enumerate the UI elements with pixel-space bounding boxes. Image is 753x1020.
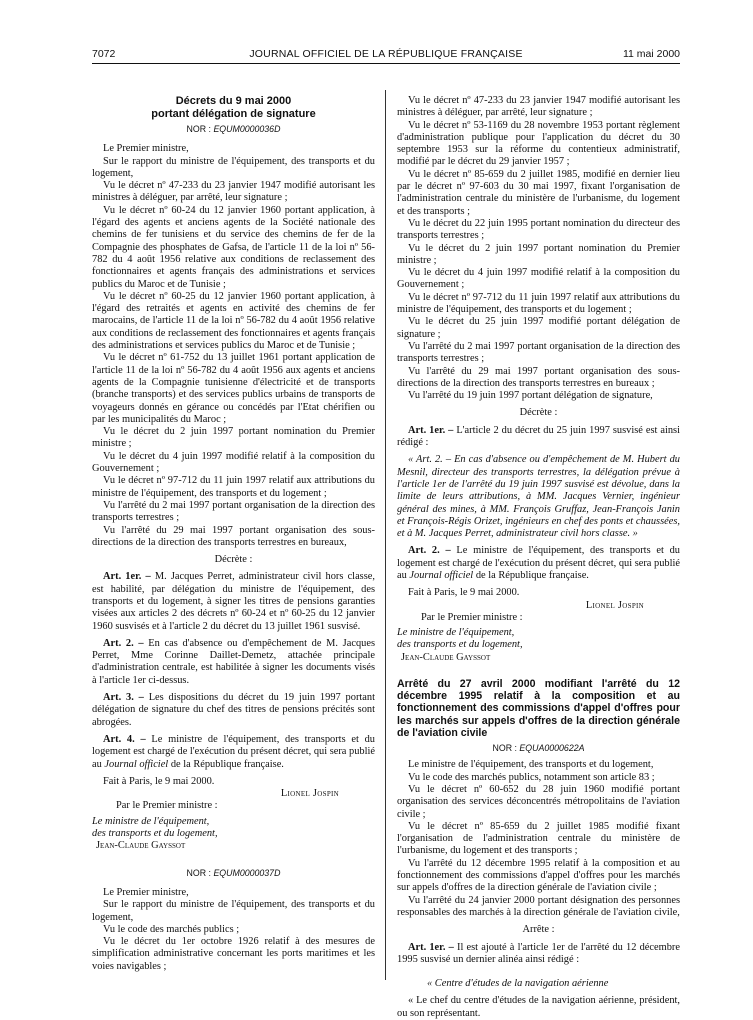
paragraph: Vu l'arrêté du 24 janvier 2000 portant désignation des personnes responsables des marchés à la direction générale de l'aviation civile, [397, 894, 680, 918]
issue-date: 11 mai 2000 [622, 48, 680, 60]
right-column [397, 95, 680, 1020]
journal-officiel: Journal officiel [409, 569, 474, 581]
nor-code: EQUM0000036D [213, 124, 281, 134]
decree-title-line2: portant délégation de signature [151, 107, 316, 120]
paragraph: Vu le décret nº 53-1169 du 28 novembre 1953 portant règlement d'administration publique pour l'application du décret du 30 septembre 1953 sur la réforme du contentieux administratif, modifié par le décret du 29 janvier 1957 ; [397, 119, 680, 168]
paragraph: Vu l'arrêté du 29 mai 1997 portant organisation des sous-directions de la direction des transports terrestres en bureaux ; [397, 365, 680, 389]
article-label: Art. 3. – [103, 692, 144, 704]
paragraph: Vu le décret nº 60-652 du 28 juin 1960 modifié portant organisation des services déconcentrés métropolitains de l'aviation civile ; [397, 783, 680, 820]
nor-code: EQUA0000622A [519, 743, 585, 754]
article-1 [397, 942, 680, 967]
minister-name: Jean-Claude Gayssot [96, 840, 186, 852]
paragraph: Vu l'arrêté du 29 mai 1997 portant organisation des sous-directions de la direction des transports terrestres en bureaux, [92, 524, 375, 548]
paragraph: Le Premier ministre, [103, 886, 189, 898]
article-label: Art. 1er. – [408, 941, 454, 953]
article-label: Art. 1er. – [103, 571, 151, 583]
paragraph: Vu le décret du 2 juin 1997 portant nomination du Premier ministre ; [397, 242, 680, 266]
paragraph: Vu le décret nº 97-712 du 11 juin 1997 relatif aux attributions du ministre de l'équipement, des transports et du logement ; [397, 291, 680, 316]
journal-officiel: Journal officiel [104, 758, 169, 770]
decrete-heading: Décrète : [214, 554, 253, 566]
paragraph: Vu le décret nº 97-712 du 11 juin 1997 relatif aux attributions du ministre de l'équipement, des transports et du logement ; [92, 475, 375, 499]
paragraph: Vu le code des marchés publics ; [103, 923, 240, 935]
paragraph: Vu le décret nº 61-752 du 13 juillet 1961 portant application de l'article 11 de la loi nº 56-782 du 4 août 1956 aux agents et anciens agents de la Compagnie tunisienne d'électricité et de transports (branche transports) et des services publics urbains de transports de voyageurs donnés en gérance ou concédés par l'Etat chérifien ou par les municipalités du Maroc ; [92, 352, 375, 425]
page-number: 7072 [92, 48, 116, 60]
article-text: L'article 2 du décret du 25 juin 1997 susvisé est ainsi rédigé : [397, 424, 680, 449]
paragraph: Sur le rapport du ministre de l'équipement, des transports et du logement, [92, 899, 375, 923]
article-4 [92, 734, 375, 771]
nor-code: EQUM0000037D [213, 867, 281, 878]
article-label: Art. 4. – [103, 733, 146, 745]
paragraph: Vu le décret nº 60-24 du 12 janvier 1960 portant application, à l'égard des agents et anciens agents de la Société nationale des chemins de fer tunisiens et du service des chemins de fer de la Compagnie des phosphates de Gafsa, de l'article 11 de la loi nº 56-782 du 4 août 1956 relative aux conditions de reclassement des fonctionnaires et agents français des administrations et services publics du Maroc et de Tunisie ; [92, 204, 375, 290]
paragraph: Vu l'arrêté du 2 mai 1997 portant organisation de la direction des transports terrestres ; [92, 499, 375, 524]
left-column [92, 95, 375, 973]
centre-heading: « Centre d'études de la navigation aérienne [427, 978, 609, 990]
nor-reference-2 [92, 867, 375, 879]
journal-title: JOURNAL OFFICIEL DE LA RÉPUBLIQUE FRANÇAISE [249, 48, 523, 60]
nor-reference-3 [397, 742, 680, 754]
paragraph: Vu le décret nº 47-233 du 23 janvier 1947 modifié autorisant les ministres à déléguer, par arrêté, leur signature ; [397, 95, 680, 119]
article-text: M. Jacques Perret, administrateur civil hors classe, est habilité, par délégation du ministre de l'équipement, des transports et du logement, à signer les titres de pensions garanties visées aux articles 2 des décrets nº 60-24 et nº 60-25 du 12 janvier 1960 susvisés et à l'article 2 du décret du 13 juillet 1961 susvisé. [92, 571, 375, 632]
article-text: Il est ajouté à l'article 1er de l'arrêté du 12 décembre 1995 susvisé un dernier alinéa ainsi rédigé : [397, 941, 680, 965]
article-label: Art. 2. – [103, 637, 144, 649]
article-label: Art. 1er. – [408, 424, 454, 436]
article-text: Le ministre de l'équipement, des transports et du logement est chargé de l'exécution du présent décret, qui sera publié au [397, 545, 680, 581]
nor-label: NOR : [186, 124, 211, 134]
fait-a-paris: Fait à Paris, le 9 mai 2000. [408, 587, 520, 599]
signatory-par: Par le Premier ministre : [116, 800, 218, 812]
paragraph: Vu le décret du 4 juin 1997 modifié relatif à la composition du Gouvernement ; [397, 267, 680, 291]
page-header [92, 48, 680, 62]
paragraph: Vu l'arrêté du 19 juin 1997 portant délégation de signature, [408, 390, 653, 402]
nor-label: NOR : [492, 743, 517, 754]
decrete-heading: Décrète : [519, 407, 558, 419]
paragraph: Vu le décret du 25 juin 1997 modifié portant délégation de signature ; [397, 316, 680, 340]
paragraph: Vu le décret du 4 juin 1997 modifié relatif à la composition du Gouvernement ; [92, 450, 375, 475]
article-1 [92, 571, 375, 632]
paragraph: Vu le décret du 2 juin 1997 portant nomination du Premier ministre ; [92, 426, 375, 450]
arrete-title: Arrêté du 27 avril 2000 modifiant l'arrêté du 12 décembre 1995 relatif à la composition et au fonctionnement des commissions d'appel d'offres pour les marchés sur appels d'offres de la direction générale de l'aviation civile [397, 678, 680, 739]
paragraph: Vu le code des marchés publics, notamment son article 83 ; [408, 771, 655, 783]
fait-a-paris: Fait à Paris, le 9 mai 2000. [103, 775, 215, 787]
paragraph: Vu le décret nº 60-25 du 12 janvier 1960 portant application, à l'égard des retraités et agents en activité des chemins de fer marocains, de l'article 11 de la loi nº 56-782 du 4 août 1956 relative aux conditions de reclassement des fonctionnaires et agents français des administrations et services publics du Maroc et de Tunisie ; [92, 290, 375, 352]
minister-title-2: des transports et du logement, [92, 828, 218, 840]
article-3 [92, 692, 375, 729]
article-text: Les dispositions du décret du 19 juin 1997 portant délégation de signature du chef des titres de pensions précités sont abrogées. [92, 692, 375, 728]
column-divider [385, 90, 386, 980]
article-text: Le ministre de l'équipement, des transports et du logement est chargé de l'exécution du présent décret, qui sera publié au [92, 733, 375, 770]
signatory-name: Lionel Jospin [280, 788, 339, 800]
minister-title-1: Le ministre de l'équipement, [92, 815, 210, 827]
nor-label: NOR : [186, 867, 211, 878]
article-text: de la République française. [475, 569, 589, 581]
article-1 [397, 425, 680, 450]
paragraph: Vu le décret nº 85-659 du 2 juillet 1985, modifié en dernier lieu par le décret nº 97-603 du 30 mai 1997, fixant l'organisation de l'administration centrale du ministère de l'urbanisme, du logement et des transports ; [397, 168, 680, 217]
paragraph: Vu le décret du 1er octobre 1926 relatif à des mesures de simplification administrative concernant les ports maritimes et les voies navigables ; [92, 936, 375, 972]
paragraph: Le ministre de l'équipement, des transports et du logement, [408, 759, 654, 771]
paragraph: Le Premier ministre, [103, 143, 189, 155]
minister-name: Jean-Claude Gayssot [401, 651, 491, 663]
minister-title-2: des transports et du logement, [397, 639, 523, 651]
paragraph: Vu l'arrêté du 12 décembre 1995 relatif à la composition et au fonctionnement des commissions d'appel d'offres pour les marchés sur appels d'offres de la direction générale de l'aviation civile ; [397, 857, 680, 894]
paragraph: Vu le décret nº 85-659 du 2 juillet 1985 modifié fixant l'organisation de l'administration centrale du ministère de l'urbanisme, du logement et des transports ; [397, 820, 680, 857]
paragraph: Vu l'arrêté du 2 mai 1997 portant organisation de la direction des transports terrestres ; [397, 340, 680, 365]
paragraph: Vu le décret nº 47-233 du 23 janvier 1947 modifié autorisant les ministres à déléguer, par arrêté, leur signature ; [92, 180, 375, 204]
quoted-article: « Art. 2. – En cas d'absence ou d'empêchement de M. Hubert du Mesnil, directeur des transports terrestres, la délégation prévue à l'article 1er de l'arrêté du 19 juin 1997 susvisé est dévolue, dans la limite de leurs attributions, à MM. Jacques Vernier, ingénieur général des mines, à MM. François Gruffaz, Jean-François Janin et François-Régis Orizet, ingénieurs en chef des ponts et chaussées, et à M. Jacques Perret, administrateur civil hors classe. » [397, 454, 680, 540]
decree-title-line1: Décrets du 9 mai 2000 [175, 95, 292, 107]
paragraph: Vu le décret du 22 juin 1995 portant nomination du directeur des transports terrestres ; [397, 217, 680, 242]
header-rule [92, 63, 680, 64]
article-2 [397, 545, 680, 582]
arrete-heading: Arrête : [522, 924, 555, 936]
article-label: Art. 2. – [408, 545, 451, 557]
article-text: de la République française. [170, 758, 284, 770]
signatory-par: Par le Premier ministre : [421, 611, 523, 623]
signatory-name: Lionel Jospin [585, 599, 644, 611]
paragraph: « Le chef du centre d'études de la navigation aérienne, président, ou son représentant. [397, 995, 680, 1019]
article-text: En cas d'absence ou d'empêchement de M. Jacques Perret, Mme Corinne Daillet-Demetz, attachée principale d'administration centrale, est habilitée à signer les documents visés à l'article 1er ci-dessus. [92, 637, 375, 686]
nor-reference-1 [92, 123, 375, 135]
article-2 [92, 638, 375, 687]
paragraph: Sur le rapport du ministre de l'équipement, des transports et du logement, [92, 155, 375, 179]
minister-title-1: Le ministre de l'équipement, [397, 627, 515, 639]
